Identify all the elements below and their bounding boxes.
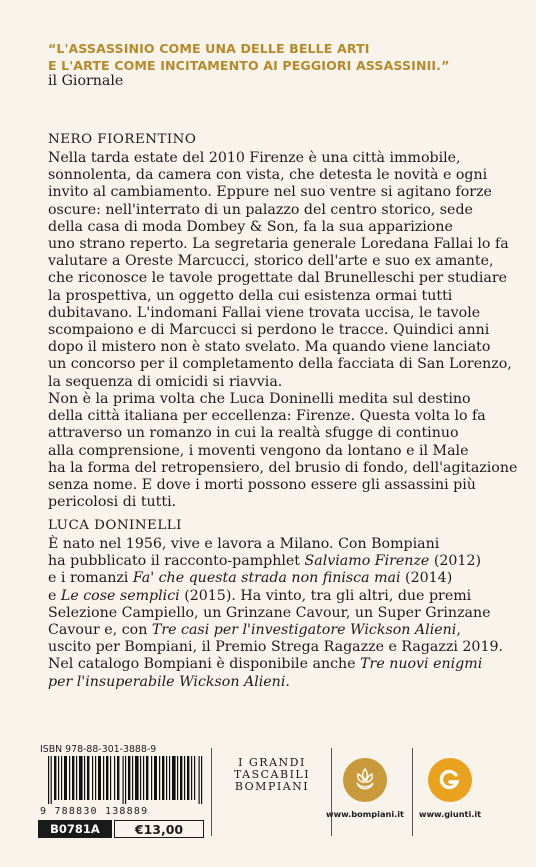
book-title-salviamo: Salviamo Firenze	[304, 553, 430, 570]
book-title-tre-enigmi: Tre nuovi enigmi per l'insuperabile Wickson Alieni	[48, 656, 483, 690]
price: €13,00	[114, 820, 204, 838]
author-title: LUCA DONINELLI	[48, 518, 182, 533]
book-title-fache: Fa' che questa strada non finisca mai	[132, 570, 401, 587]
synopsis-paragraph-1: Nella tarda estate del 2010 Firenze è una città immobile, sonnolenta, da camera con vista, che detesta le novità e ogni invito al cambiamento. Eppure nel suo ventre si agitano forze oscure: nell'interrato di un palazzo del centro storico, sede della casa di moda Dombey & Son, fa la sua apparizione uno strano reperto. La segretaria generale Loredana Fallai lo fa valutare a Oreste Marcucci, storico dell'arte e suo ex amante, che riconosce le tavole progettate dal Brunelleschi per studiare la prospettiva, un oggetto della cui esistenza ormai tutti dubitavano. L'indomani Fallai viene trovata uccisa, le tavole scompaiono e di Marcucci si perdono le tracce. Quindici anni dopo il mistero non è stato svelato. Ma quando viene lanciato un concorso per il completamento della facciata di San Lorenzo, la sequenza di omicidi si riavvia.	[48, 150, 512, 390]
giunti-url: www.giunti.it	[418, 809, 482, 819]
bompiani-url: www.bompiani.it	[326, 809, 404, 819]
synopsis-paragraph-2: Non è la prima volta che Luca Doninelli medita sul destino della città italiana per eccellenza: Firenze. Questa volta lo fa attraverso un romanzo in cui la realtà sfugge di continuo alla comprensione, i moventi vengono da lontano e il Male ha la forma del retropensiero, del brusio di fondo, dell'agitazione senza nome. E dove i morti possono essere gli assassini più pericolosi di tutti.	[48, 391, 518, 511]
book-title-cose: Le cose semplici	[60, 587, 180, 604]
barcode-digits: 9 788830 138889	[40, 806, 149, 817]
bompiani-logo-icon	[343, 758, 387, 802]
giunti-logo-icon	[428, 758, 472, 802]
divider	[211, 748, 212, 836]
series-name: I GRANDI TASCABILI BOMPIANI	[233, 756, 311, 794]
isbn-label: ISBN 978-88-301-3888-9	[40, 744, 157, 755]
quote-source: il Giornale	[48, 73, 124, 89]
divider	[331, 748, 332, 836]
quote-line-2: E L'ARTE COME INCITAMENTO AI PEGGIORI ASSASSINII.”	[48, 58, 450, 73]
quote-line-1: “L'ASSASSINIO COME UNA DELLE BELLE ARTI	[48, 41, 370, 56]
book-title-tre-casi: Tre casi per l'investigatore Wickson Alieni	[151, 622, 457, 639]
author-bio: È nato nel 1956, vive e lavora a Milano. Con Bompiani ha pubblicato il racconto-pamphlet Salviamo Firenze (2012) e i romanzi Fa' che questa strada non finisca mai (2014) e Le cose semplici (2015). Ha vinto, tra gli altri, due premi Selezione Campiello, un Grinzane Cavour, un Super Grinzane Cavour e, con Tre casi per l'investigatore Wickson Alieni, uscito per Bompiani, il Premio Strega Ragazze e Ragazzi 2019. Nel catalogo Bompiani è disponibile anche Tre nuovi enigmi per l'insuperabile Wickson Alieni.	[48, 536, 504, 690]
blurb-quote	[48, 40, 508, 74]
product-code: B0781A	[38, 820, 112, 838]
barcode	[48, 756, 203, 804]
divider	[412, 748, 413, 836]
book-title: NERO FIORENTINO	[48, 132, 197, 147]
